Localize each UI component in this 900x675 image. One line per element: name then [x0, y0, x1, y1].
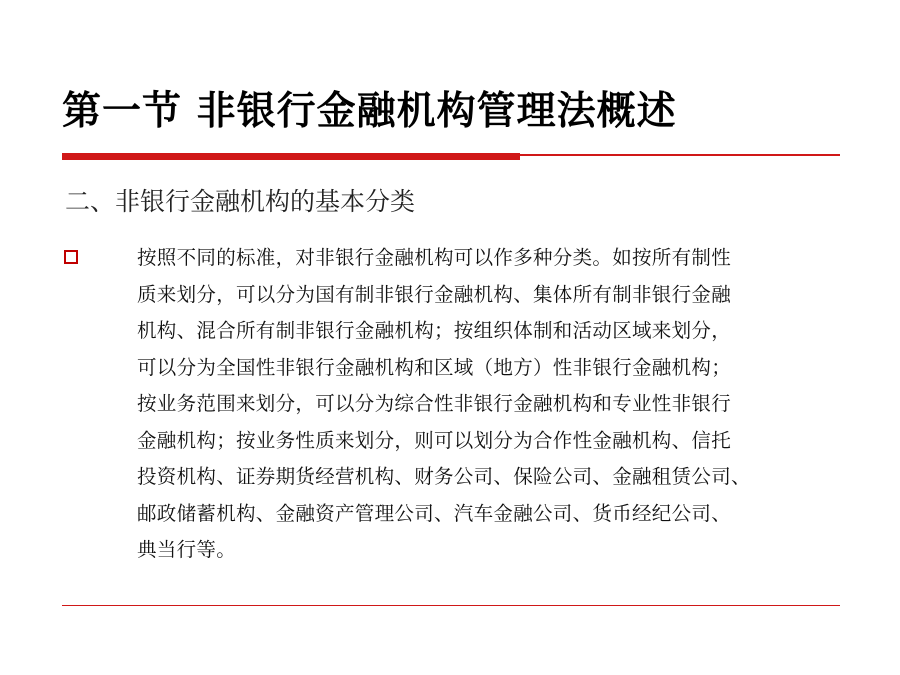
paragraph-line: 质来划分，可以分为国有制非银行金融机构、集体所有制非银行金融 [137, 282, 732, 306]
paragraph-line: 投资机构、证券期货经营机构、财务公司、保险公司、金融租赁公司、 [137, 465, 751, 488]
paragraph-line: 邮政储蓄机构、金融资产管理公司、汽车金融公司、货币经纪公司、 [137, 501, 732, 525]
section-subtitle: 二、非银行金融机构的基本分类 [65, 187, 416, 216]
title-underline-thick [62, 153, 520, 160]
paragraph-line: 典当行等。 [137, 538, 237, 561]
paragraph-line: 可以分为全国性非银行金融机构和区域（地方）性非银行金融机构； [137, 355, 732, 379]
footer-divider [62, 605, 840, 606]
paragraph-line: 按照不同的标准，对非银行金融机构可以作多种分类。如按所有制性 [137, 246, 732, 269]
hollow-square-bullet-icon [64, 250, 78, 264]
paragraph-line: 机构、混合所有制非银行金融机构；按组织体制和活动区域来划分， [137, 319, 732, 342]
paragraph-line: 按业务范围来划分，可以分为综合性非银行金融机构和专业性非银行 [137, 392, 732, 415]
slide-title: 第一节 非银行金融机构管理法概述 [62, 89, 677, 134]
paragraph-line: 金融机构；按业务性质来划分，则可以划分为合作性金融机构、信托 [137, 428, 732, 452]
bullet-paragraph [137, 240, 832, 569]
